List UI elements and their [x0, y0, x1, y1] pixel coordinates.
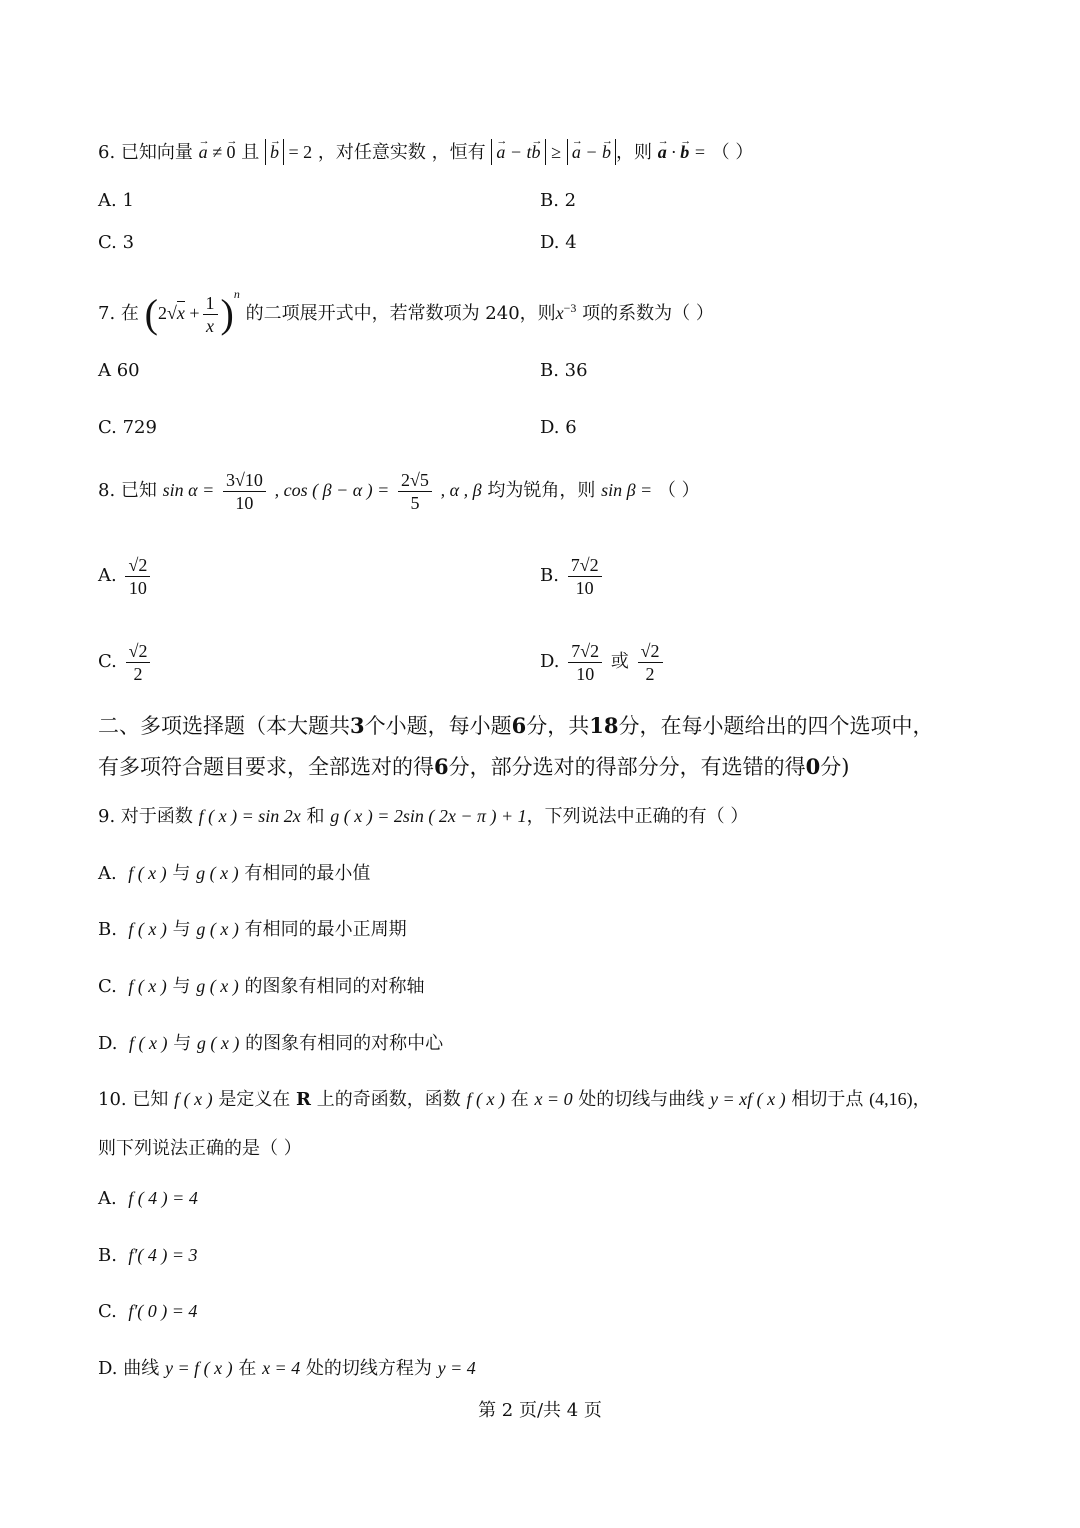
question-6: [98, 139, 753, 165]
q6-abs-right: → a − → b: [567, 139, 616, 165]
q7-option-b: B. 36: [540, 360, 588, 381]
q7-exponent: n: [233, 287, 240, 301]
q6-option-a: A. 1: [98, 190, 134, 211]
q7-term-exp: −3: [563, 301, 577, 315]
q7-option-c: C. 729: [98, 417, 157, 438]
q7-sqrt-x: x: [176, 303, 185, 323]
question-8: [98, 464, 700, 517]
q9-option-a: A. f ( x ) 与 g ( x ) 有相同的最小值: [98, 863, 371, 884]
q9-option-d: D. f ( x ) 与 g ( x ) 的图象有相同的对称中心: [98, 1033, 444, 1054]
question-10: 10. 已知 f ( x ) 是定义在 R 上的奇函数，函数 f ( x ) 在 x = 0 处的切线与曲线 y = xf ( x ) 相切于点 (4,16)，: [98, 1089, 931, 1110]
q7-prefix: 7. 在: [98, 303, 139, 324]
q8-cos-part: , cos ( β − α ) =: [274, 480, 390, 500]
q7-option-a: A 60: [98, 360, 140, 381]
q10-line2: 则下列说法正确的是（ ）: [98, 1138, 302, 1159]
q10-real-set: R: [296, 1089, 312, 1110]
q8-option-d: D. $\frac{7√2}{10}$ 或 $\frac{√2}{2}$: [540, 636, 666, 688]
q6-and: 且: [241, 142, 260, 163]
q8-option-c: C. $\frac{√2}{2}$: [98, 636, 153, 688]
q6-ask: → a · → b =: [658, 142, 706, 162]
q7-coef: 2: [157, 303, 167, 323]
q6-abs-left: → a − t→ b: [491, 139, 545, 165]
q6-ge: ≥: [551, 142, 562, 162]
q7-term: x: [555, 303, 564, 323]
q8-prefix: 8. 已知: [98, 480, 157, 501]
section-2-header-line2: 有多项符合题目要求，全部选对的得6分，部分选对的得部分分，有选错的得0分): [98, 754, 850, 779]
q6-cond1: → a ≠ → 0: [199, 142, 236, 162]
q8-frac2: $\frac{2√5}{5}$: [398, 469, 432, 514]
q10-option-b: B. f′( 4 ) = 3: [98, 1245, 198, 1266]
q8-ask: sin β =: [601, 480, 653, 500]
q7-sqrt: √: [166, 303, 177, 323]
q6-mid: ，对任意实数 ，恒有: [317, 142, 486, 163]
q8-frac1: $\frac{3√10}{10}$: [223, 469, 266, 514]
q7-paren-close: ): [220, 291, 234, 336]
q6-option-b: B. 2: [540, 190, 577, 211]
question-7: 7. 在 (2√x + $\frac{1}{x}$ )$^n$ 的二项展开式中，若常数项为 240，则$x^{-3}$ 项的系数为（ ）: [98, 287, 714, 336]
q6-option-d: D. 4: [540, 232, 577, 253]
q6-paren: （ ）: [711, 142, 754, 163]
q7-paren-open: (: [144, 291, 158, 336]
q9-option-c: C. f ( x ) 与 g ( x ) 的图象有相同的对称轴: [98, 976, 425, 997]
q6-then: ，则: [616, 142, 653, 163]
q6-option-c: C. 3: [98, 232, 135, 253]
q8-option-b: B. $\frac{7√2}{10}$: [540, 550, 605, 602]
section-2-header-line1: 二、多项选择题（本大题共3个小题，每小题6分，共18分，在每小题给出的四个选项中，: [98, 713, 934, 738]
q6-cond2: = 2: [284, 142, 313, 162]
q9-f: f ( x ) = sin 2x: [198, 806, 301, 826]
q10-option-a: A. f ( 4 ) = 4: [98, 1188, 198, 1209]
page-footer: 第 2 页/共 4 页: [478, 1400, 602, 1421]
q10-option-d: D. 曲线 y = f ( x ) 在 x = 4 处的切线方程为 y = 4: [98, 1358, 476, 1379]
q7-frac: $\frac{1}{x}$: [203, 292, 218, 337]
q8-option-a: A. $\frac{√2}{10}$: [98, 550, 153, 602]
q8-sin-alpha: sin α =: [162, 480, 215, 500]
q7-option-d: D. 6: [540, 417, 577, 438]
q6-prefix: 6. 已知向量: [98, 142, 193, 163]
q10-option-c: C. f′( 0 ) = 4: [98, 1301, 198, 1322]
q8-vars: , α , β: [440, 480, 482, 500]
question-9: 9. 对于函数 f ( x ) = sin 2x 和 g ( x ) = 2sin ( 2x − π ) + 1，下列说法中正确的有（ ）: [98, 806, 749, 827]
q6-norm-b: → b: [265, 139, 284, 165]
q8-text: 均为锐角，则: [487, 480, 596, 501]
q7-text1: 的二项展开式中，若常数项为 240，则: [245, 303, 556, 324]
q8-paren: （ ）: [657, 480, 700, 501]
q7-text2: 项的系数为（ ）: [582, 303, 714, 324]
q9-option-b: B. f ( x ) 与 g ( x ) 有相同的最小正周期: [98, 919, 407, 940]
q9-g: g ( x ) = 2sin ( 2x − π ) + 1: [330, 806, 527, 826]
